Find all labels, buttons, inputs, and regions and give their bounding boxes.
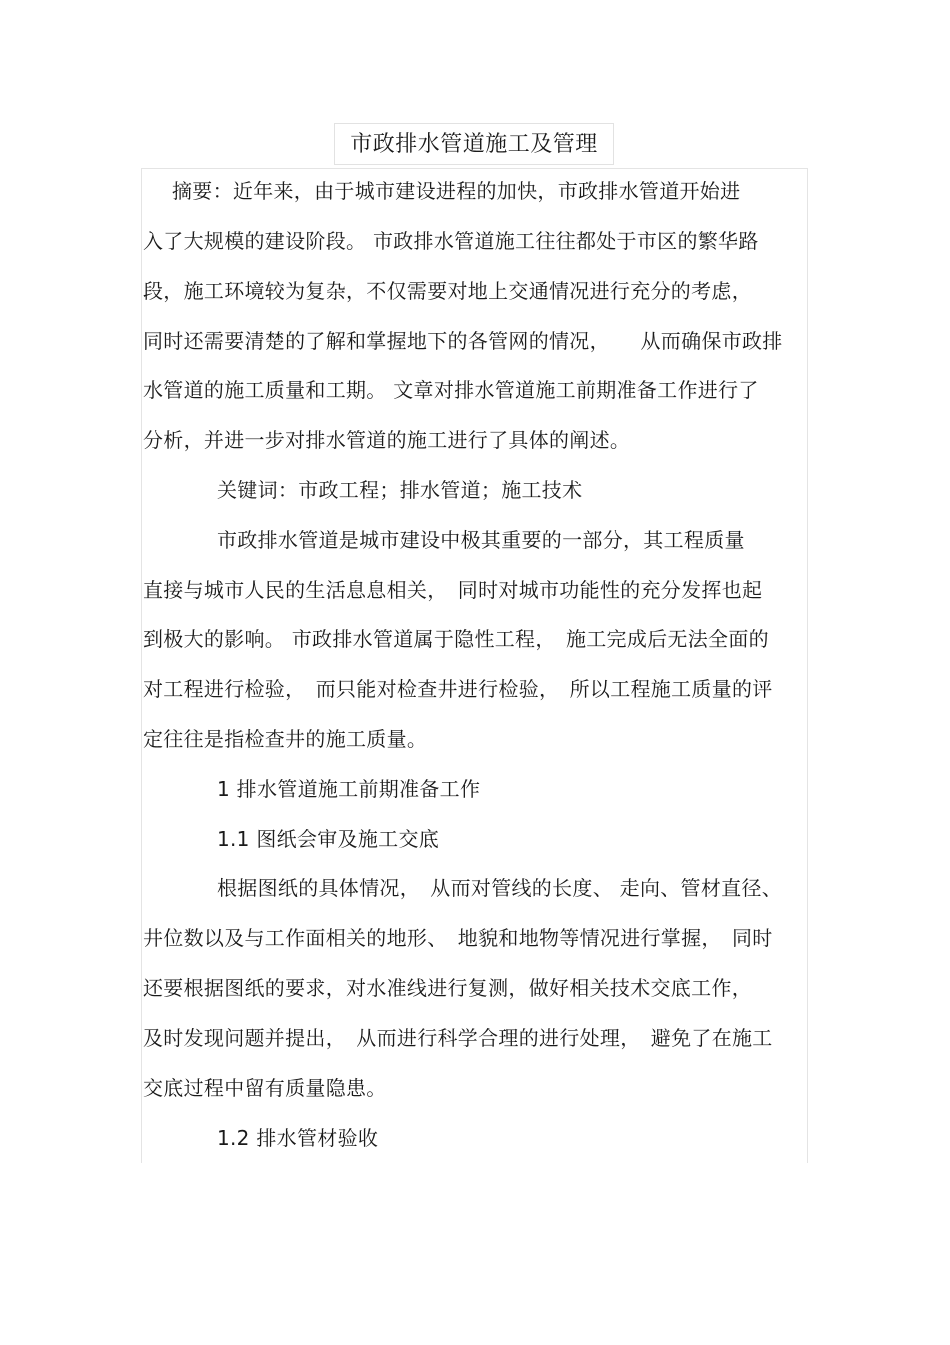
intro-line-2: 直接与城市人民的生活息息相关， 同时对城市功能性的充分发挥也起	[143, 578, 763, 602]
abstract-line-6: 分析，并进一步对排水管道的施工进行了具体的阐述。	[143, 428, 631, 452]
section-1-1-line-5: 交底过程中留有质量隐患。	[143, 1076, 387, 1100]
section-1-1-line-2: 井位数以及与工作面相关的地形、 地貌和地物等情况进行掌握， 同时	[143, 926, 773, 950]
body-frame	[141, 168, 808, 1163]
keywords-line: 关键词：市政工程；排水管道；施工技术	[217, 478, 583, 502]
subsection-heading-1-1: 1.1 图纸会审及施工交底	[217, 827, 440, 851]
subsection-heading-1-2: 1.2 排水管材验收	[217, 1126, 379, 1150]
intro-line-1: 市政排水管道是城市建设中极其重要的一部分，其工程质量	[217, 528, 745, 552]
abstract-line-4: 同时还需要清楚的了解和掌握地下的各管网的情况， 从而确保市政排	[143, 329, 783, 353]
abstract-line-5: 水管道的施工质量和工期。 文章对排水管道施工前期准备工作进行了	[143, 378, 759, 402]
section-1-1-line-4: 及时发现问题并提出， 从而进行科学合理的进行处理， 避免了在施工	[143, 1026, 773, 1050]
section-1-1-line-1: 根据图纸的具体情况， 从而对管线的长度、 走向、管材直径、	[217, 876, 783, 900]
intro-line-4: 对工程进行检验， 而只能对检查井进行检验， 所以工程施工质量的评	[143, 677, 773, 701]
section-1-1-line-3: 还要根据图纸的要求，对水准线进行复测，做好相关技术交底工作，	[143, 976, 752, 1000]
document-title: 市政排水管道施工及管理	[350, 132, 598, 157]
abstract-line-1: 摘要：近年来，由于城市建设进程的加快，市政排水管道开始进	[172, 179, 741, 203]
intro-line-3: 到极大的影响。 市政排水管道属于隐性工程， 施工完成后无法全面的	[143, 627, 769, 651]
section-heading-1: 1 排水管道施工前期准备工作	[217, 777, 481, 801]
abstract-line-3: 段，施工环境较为复杂，不仅需要对地上交通情况进行充分的考虑，	[143, 279, 752, 303]
intro-line-5: 定往往是指检查井的施工质量。	[143, 727, 428, 751]
abstract-line-2: 入了大规模的建设阶段。 市政排水管道施工往往都处于市区的繁华路	[143, 229, 759, 253]
